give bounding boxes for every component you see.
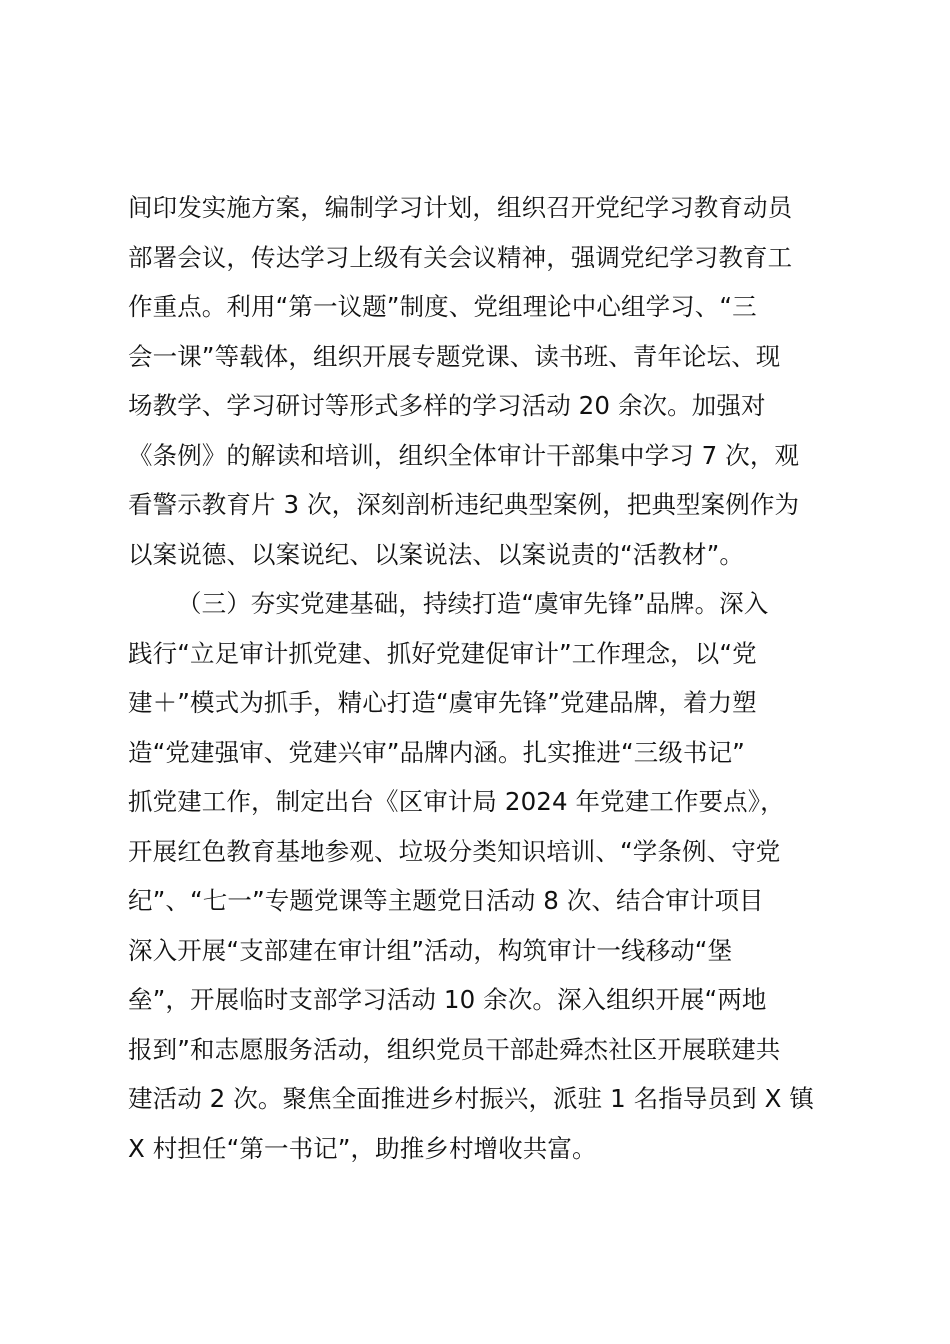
text-line: 建＋”模式为抓手，精心打造“虞审先锋”党建品牌，着力塑 — [128, 688, 757, 717]
section-heading-line: （三）夯实党建基础，持续打造“虞审先锋”品牌。深入 — [177, 589, 769, 618]
text-line: 《条例》的解读和培训，组织全体审计干部集中学习 7 次，观 — [128, 440, 800, 470]
text-line: 建活动 2 次。聚焦全面推进乡村振兴，派驻 1 名指导员到 X 镇 — [128, 1084, 814, 1113]
text-line: 部署会议，传达学习上级有关会议精神，强调党纪学习教育工 — [128, 242, 793, 272]
text-line: 间印发实施方案，编制学习计划，组织召开党纪学习教育动员 — [128, 193, 793, 222]
body-text — [128, 183, 838, 1173]
text-line: 看警示教育片 3 次，深刻剖析违纪典型案例，把典型案例作为 — [128, 490, 800, 519]
text-line: 深入开展“支部建在审计组”活动，构筑审计一线移动“堡 — [128, 935, 733, 965]
text-line: 造“党建强审、党建兴审”品牌内涵。扎实推进“三级书记” — [128, 737, 745, 767]
text-line: X 村担任“第一书记”，助推乡村增收共富。 — [128, 1133, 597, 1163]
text-line: 作重点。利用“第一议题”制度、党组理论中心组学习、“三 — [128, 292, 757, 321]
text-line: 践行“立足审计抓党建、抓好党建促审计”工作理念，以“党 — [128, 638, 757, 668]
text-line: 会一课”等载体，组织开展专题党课、读书班、青年论坛、现 — [128, 341, 781, 371]
text-line: 纪”、“七一”专题党课等主题党日活动 8 次、结合审计项目 — [128, 886, 764, 915]
text-line: 报到”和志愿服务活动，组织党员干部赴舜杰社区开展联建共 — [128, 1034, 781, 1064]
text-line: 垒”，开展临时支部学习活动 10 余次。深入组织开展“两地 — [128, 985, 767, 1014]
text-line: 开展红色教育基地参观、垃圾分类知识培训、“学条例、守党 — [128, 836, 781, 866]
text-line: 以案说德、以案说纪、以案说法、以案说责的“活教材”。 — [128, 539, 744, 569]
text-line: 抓党建工作，制定出台《区审计局 2024 年党建工作要点》， — [128, 787, 785, 816]
text-line: 场教学、学习研讨等形式多样的学习活动 20 余次。加强对 — [128, 391, 766, 420]
